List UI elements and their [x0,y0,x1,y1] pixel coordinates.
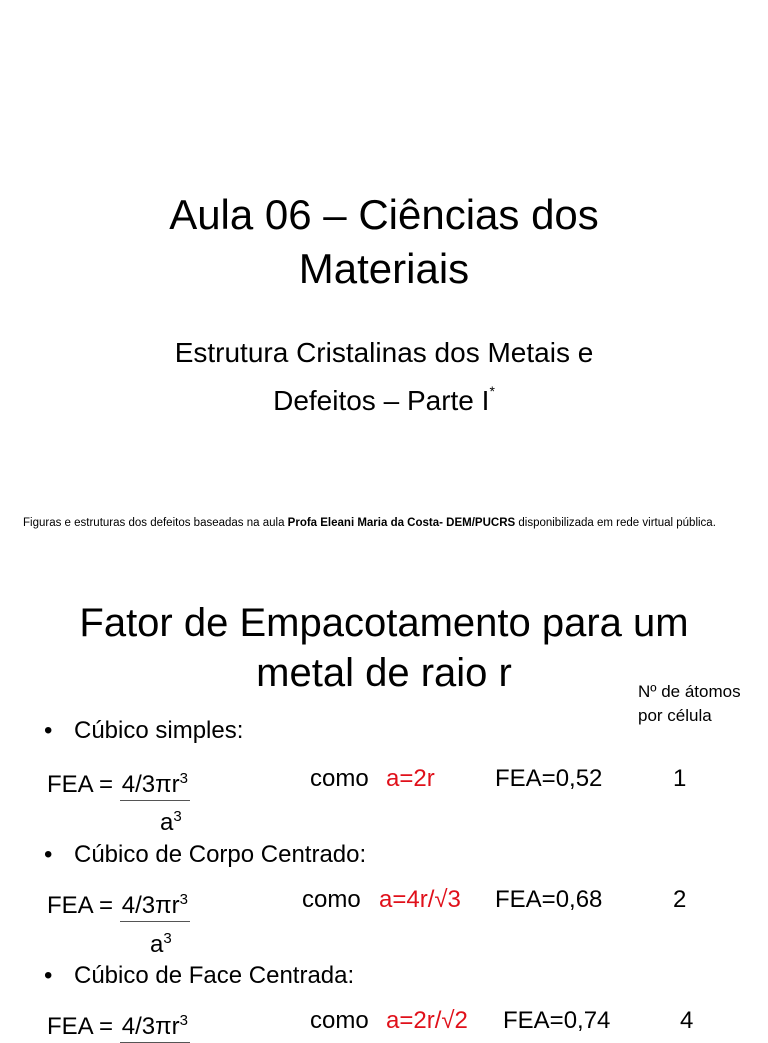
numerator-text: 4/3πr [121,771,180,798]
slide2-title-line2: metal de raio r [256,651,512,695]
como-bcc: como [302,886,361,913]
denominator-text: a [160,809,174,836]
slide2-title-line1: Fator de Empacotamento para um [79,601,689,645]
como-simple: como [310,765,369,792]
fea-numerator [120,1006,190,1043]
numerator-exp: 3 [179,891,188,908]
footnote-author: Profa Eleani Maria da Costa- DEM/PUCRS [287,517,516,529]
slide1-title-line1: Aula 06 – Ciências dos [169,191,599,238]
bullet-bcc [44,840,366,870]
fea-numerator [120,885,190,922]
relation-bcc: a=4r/√3 [379,886,461,913]
como-fcc: como [310,1007,369,1034]
fea-value-bcc: FEA=0,68 [495,886,603,913]
denominator-exp: 3 [163,930,172,947]
denominator-text: a [150,931,164,958]
atoms-column-header [638,680,741,728]
footnote-marker: * [489,383,495,399]
fea-formula-simple [47,764,190,801]
fea-formula-bcc [47,885,190,922]
fea-label: FEA = [47,1013,114,1040]
slide1-title [0,188,768,296]
slide1-subtitle [0,334,768,420]
slide1-subtitle-line2-wrap [0,372,768,420]
slide1-subtitle-line1: Estrutura Cristalinas dos Metais e [174,337,594,368]
bullet-dot: • [44,717,53,744]
bullet-simple-cubic [44,716,243,746]
bullet-dot: • [44,841,53,868]
fea-formula-fcc [47,1006,190,1043]
bullet-label: Cúbico simples: [74,717,244,744]
fea-denominator-simple [160,802,182,838]
atoms-header-line1: Nº de átomos [638,682,741,701]
atoms-fcc: 4 [680,1007,694,1034]
numerator-text: 4/3πr [121,1013,180,1040]
atoms-bcc: 2 [673,886,687,913]
atoms-header-line2: por célula [638,706,712,725]
fea-label: FEA = [47,892,114,919]
footnote-text-post: disponibilizada em rede virtual pública. [515,517,716,529]
atoms-simple: 1 [673,765,687,792]
numerator-exp: 3 [179,770,188,787]
fea-value-simple: FEA=0,52 [495,765,603,792]
fea-label: FEA = [47,771,114,798]
bullet-label: Cúbico de Corpo Centrado: [74,841,367,868]
bullet-fcc [44,961,354,991]
bullet-label: Cúbico de Face Centrada: [74,962,355,989]
numerator-text: 4/3πr [121,892,180,919]
fea-denominator-bcc [150,924,172,960]
fea-value-fcc: FEA=0,74 [503,1007,611,1034]
fea-numerator [120,764,190,801]
slide1-footnote [23,515,743,531]
relation-fcc: a=2r/√2 [386,1007,468,1034]
denominator-exp: 3 [173,808,182,825]
relation-simple: a=2r [386,765,435,792]
slide1-title-line2: Materiais [298,245,470,292]
slide1-subtitle-line2: Defeitos – Parte I [273,385,490,416]
footnote-text-pre: Figuras e estruturas dos defeitos baseadas na aula [23,517,288,529]
numerator-exp: 3 [179,1012,188,1029]
bullet-dot: • [44,962,53,989]
